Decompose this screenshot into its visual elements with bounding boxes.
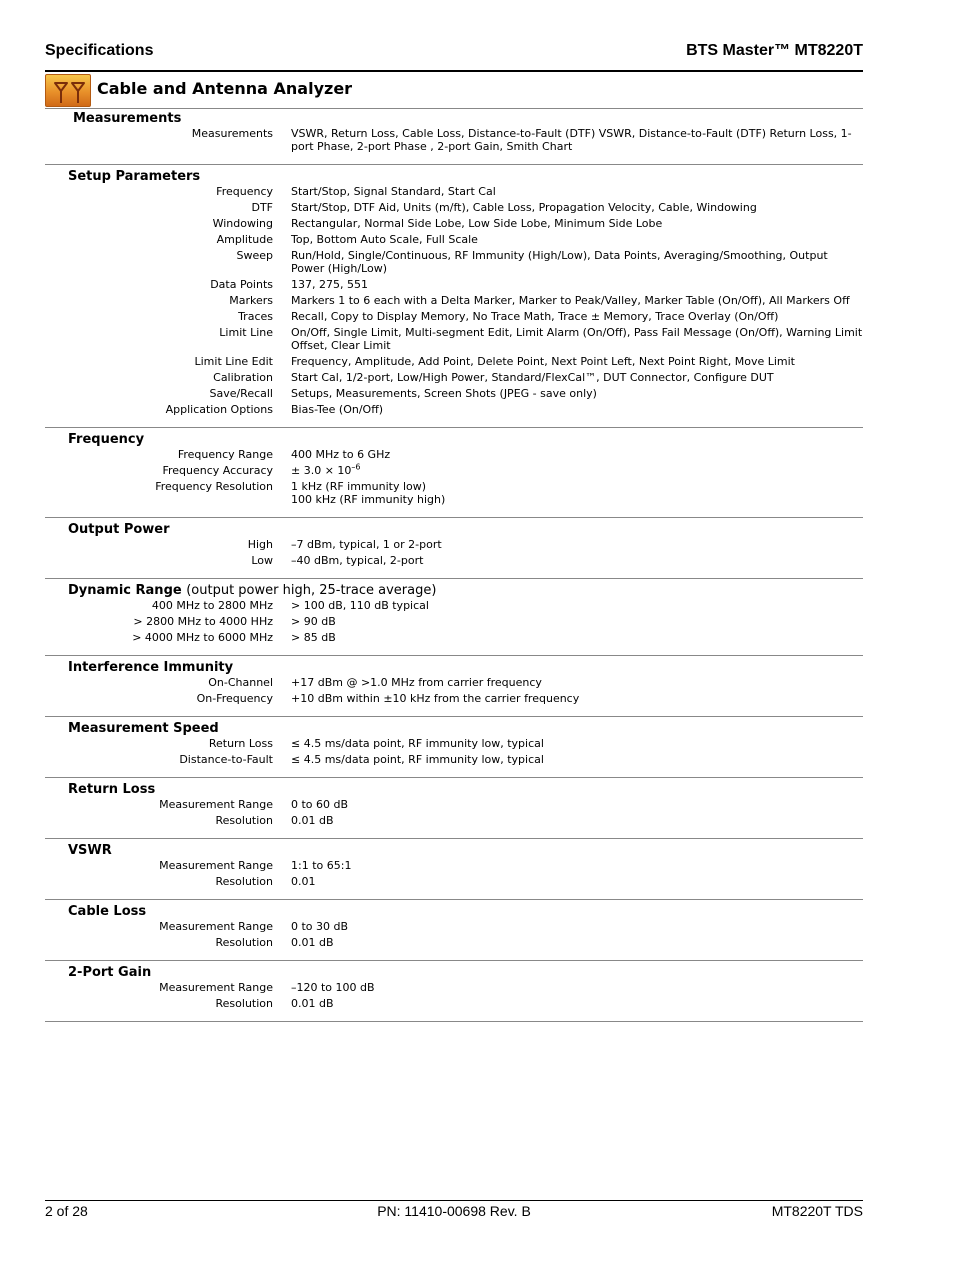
spec-group-title — [45, 964, 863, 981]
spec-group-title-text: Return Loss — [68, 782, 156, 797]
spec-label: Amplitude — [216, 233, 273, 246]
spec-value-text: Markers 1 to 6 each with a Delta Marker, Marker to Peak/Valley, Marker Table (On/Off), All Markers Off — [291, 294, 850, 307]
spec-row — [45, 615, 863, 628]
spec-group — [45, 108, 863, 165]
spec-row — [45, 692, 863, 705]
spec-label: Frequency Range — [177, 448, 273, 461]
spec-row — [45, 920, 863, 933]
part-number: PN: 11410-00698 Rev. B — [377, 1203, 531, 1219]
spec-row — [45, 310, 863, 323]
spec-value-text: Start/Stop, Signal Standard, Start Cal — [291, 185, 496, 198]
spec-value-text: Frequency, Amplitude, Add Point, Delete Point, Next Point Left, Next Point Right, Move Limit — [291, 355, 795, 368]
spec-value — [291, 403, 863, 416]
spec-value-text: 0 to 60 dB — [291, 798, 349, 811]
spec-value-text: ≤ 4.5 ms/data point, RF immunity low, typical — [291, 753, 544, 766]
spec-row — [45, 326, 863, 352]
spec-value — [291, 737, 863, 750]
spec-label: Traces — [238, 310, 273, 323]
spec-row — [45, 981, 863, 994]
spec-group-note: (output power high, 25-trace average) — [186, 583, 437, 598]
spec-group-title-text: Cable Loss — [68, 904, 147, 919]
spec-label: 400 MHz to 2800 MHz — [151, 599, 273, 612]
spec-value — [291, 371, 863, 384]
antenna-icon — [45, 74, 91, 107]
spec-group-title-text: VSWR — [68, 843, 112, 858]
spec-group-title — [45, 842, 863, 859]
spec-group-title — [45, 431, 863, 448]
spec-value-text: 0.01 dB — [291, 997, 334, 1010]
spec-group-title — [45, 582, 863, 599]
spec-value — [291, 217, 863, 230]
spec-row — [45, 554, 863, 567]
spec-value-text: ≤ 4.5 ms/data point, RF immunity low, typical — [291, 737, 544, 750]
spec-value-text: Top, Bottom Auto Scale, Full Scale — [291, 233, 478, 246]
spec-label: On-Frequency — [196, 692, 273, 705]
spec-label: Measurements — [191, 127, 273, 140]
spec-label: Distance-to-Fault — [179, 753, 273, 766]
spec-value — [291, 753, 863, 766]
spec-label: Calibration — [213, 371, 273, 384]
spec-value-text: 137, 275, 551 — [291, 278, 368, 291]
spec-row — [45, 631, 863, 644]
spec-value — [291, 185, 863, 198]
spec-group — [45, 165, 863, 428]
spec-value — [291, 814, 863, 827]
spec-row — [45, 387, 863, 400]
spec-value-text: Recall, Copy to Display Memory, No Trace Math, Trace ± Memory, Trace Overlay (On/Off) — [291, 310, 779, 323]
spec-row — [45, 737, 863, 750]
spec-label: Sweep — [236, 249, 273, 262]
spec-value-text: 0.01 dB — [291, 936, 334, 949]
document-code: MT8220T TDS — [771, 1203, 863, 1219]
header-product-name: BTS Master™ MT8220T — [686, 42, 863, 59]
spec-label: Measurement Range — [159, 920, 273, 933]
page-header — [45, 40, 863, 72]
spec-label: Low — [251, 554, 273, 567]
spec-label: Windowing — [212, 217, 273, 230]
spec-row — [45, 201, 863, 214]
spec-value-text: ± 3.0 × 10 — [291, 464, 352, 477]
spec-group — [45, 900, 863, 961]
spec-row — [45, 217, 863, 230]
spec-label: Resolution — [215, 814, 273, 827]
spec-label: Frequency Accuracy — [162, 464, 273, 477]
spec-row — [45, 538, 863, 551]
spec-row — [45, 278, 863, 291]
spec-row — [45, 599, 863, 612]
spec-value-text: VSWR, Return Loss, Cable Loss, Distance-to-Fault (DTF) VSWR, Distance-to-Fault (DTF) Return Loss, 1-port Phase, 2-port Phase , 2-port Gain, Smith Chart — [291, 127, 852, 153]
spec-label: Frequency Resolution — [155, 480, 273, 493]
spec-row — [45, 480, 863, 506]
spec-value — [291, 355, 863, 368]
spec-value-text: +10 dBm within ±10 kHz from the carrier frequency — [291, 692, 580, 705]
page-number: 2 of 28 — [45, 1203, 88, 1219]
spec-value — [291, 981, 863, 994]
spec-value — [291, 464, 863, 477]
spec-row — [45, 403, 863, 416]
spec-group-title — [45, 720, 863, 737]
spec-label: Frequency — [216, 185, 273, 198]
header-section-name: Specifications — [45, 42, 154, 59]
spec-value — [291, 326, 863, 352]
spec-value-text: 0.01 dB — [291, 814, 334, 827]
spec-value — [291, 599, 863, 612]
spec-value — [291, 448, 863, 461]
spec-label: High — [247, 538, 273, 551]
spec-value-text: Run/Hold, Single/Continuous, RF Immunity (High/Low), Data Points, Averaging/Smoothing, Output Power (High/Low) — [291, 249, 828, 275]
spec-value-text: 0 to 30 dB — [291, 920, 349, 933]
spec-label: Resolution — [215, 875, 273, 888]
spec-label: Data Points — [210, 278, 273, 291]
spec-row — [45, 185, 863, 198]
spec-value-text: Start Cal, 1/2-port, Low/High Power, Standard/FlexCal™, DUT Connector, Configure DUT — [291, 371, 774, 384]
spec-value-text: –120 to 100 dB — [291, 981, 375, 994]
spec-label: Return Loss — [208, 737, 273, 750]
spec-row — [45, 464, 863, 477]
spec-row — [45, 127, 863, 153]
spec-value — [291, 615, 863, 628]
spec-group-title-text: Measurement Speed — [68, 721, 219, 736]
spec-group — [45, 778, 863, 839]
spec-value — [291, 201, 863, 214]
spec-value — [291, 249, 863, 275]
spec-value-text: 1:1 to 65:1 — [291, 859, 352, 872]
spec-value — [291, 387, 863, 400]
spec-row — [45, 798, 863, 811]
spec-value-text: > 90 dB — [291, 615, 336, 628]
spec-row — [45, 875, 863, 888]
spec-row — [45, 814, 863, 827]
spec-group-title — [45, 521, 863, 538]
spec-group-title-text: Setup Parameters — [68, 169, 201, 184]
spec-value — [291, 692, 863, 705]
spec-value-text: 0.01 — [291, 875, 316, 888]
spec-value-text: 1 kHz (RF immunity low) — [291, 480, 427, 493]
spec-value — [291, 936, 863, 949]
spec-label: Resolution — [215, 997, 273, 1010]
spec-value — [291, 997, 863, 1010]
spec-value — [291, 554, 863, 567]
spec-value — [291, 278, 863, 291]
spec-label: Measurement Range — [159, 981, 273, 994]
spec-value — [291, 798, 863, 811]
spec-groups — [45, 108, 863, 1022]
spec-row — [45, 859, 863, 872]
spec-group — [45, 717, 863, 778]
spec-value — [291, 294, 863, 307]
spec-row — [45, 997, 863, 1010]
spec-value — [291, 310, 863, 323]
spec-value-text: On/Off, Single Limit, Multi-segment Edit, Limit Alarm (On/Off), Pass Fail Message (On/Off), Warning Limit Offset, Clear Limit — [291, 326, 863, 352]
spec-label: DTF — [251, 201, 273, 214]
spec-label: > 4000 MHz to 6000 MHz — [132, 631, 273, 644]
spec-label: Resolution — [215, 936, 273, 949]
spec-label: Measurement Range — [159, 798, 273, 811]
spec-row — [45, 753, 863, 766]
spec-label: Save/Recall — [209, 387, 273, 400]
spec-label: Measurement Range — [159, 859, 273, 872]
spec-group-title-text: Dynamic Range — [68, 583, 182, 598]
spec-value-text: > 85 dB — [291, 631, 336, 644]
spec-value-text: –40 dBm, typical, 2-port — [291, 554, 424, 567]
spec-group-title-text: Measurements — [73, 111, 182, 126]
section-heading — [45, 73, 863, 109]
spec-group-title — [45, 903, 863, 920]
spec-value-text: Rectangular, Normal Side Lobe, Low Side Lobe, Minimum Side Lobe — [291, 217, 663, 230]
spec-group — [45, 518, 863, 579]
spec-label: Markers — [229, 294, 273, 307]
spec-group-title-text: Interference Immunity — [68, 660, 234, 675]
spec-row — [45, 936, 863, 949]
spec-group-title-text: Frequency — [68, 432, 145, 447]
spec-group-title-text: Output Power — [68, 522, 170, 537]
spec-value — [291, 676, 863, 689]
spec-value — [291, 859, 863, 872]
spec-value — [291, 920, 863, 933]
page-footer — [45, 1200, 863, 1223]
spec-row — [45, 676, 863, 689]
spec-value-text: Start/Stop, DTF Aid, Units (m/ft), Cable Loss, Propagation Velocity, Cable, Windowing — [291, 201, 757, 214]
spec-row — [45, 448, 863, 461]
spec-value — [291, 538, 863, 551]
spec-value-exponent: –6 — [351, 462, 361, 472]
spec-group-title — [45, 781, 863, 798]
spec-row — [45, 355, 863, 368]
section-title: Cable and Antenna Analyzer — [97, 79, 353, 98]
spec-value-text: Setups, Measurements, Screen Shots (JPEG - save only) — [291, 387, 597, 400]
spec-value — [291, 631, 863, 644]
spec-value-text: +17 dBm @ >1.0 MHz from carrier frequency — [291, 676, 542, 689]
spec-label: Application Options — [165, 403, 273, 416]
spec-group — [45, 428, 863, 518]
spec-group-title — [45, 659, 863, 676]
spec-row — [45, 294, 863, 307]
spec-group-title-text: 2-Port Gain — [68, 965, 152, 980]
spec-value — [291, 480, 863, 506]
spec-value-text: Bias-Tee (On/Off) — [291, 403, 384, 416]
spec-group-title — [45, 168, 863, 185]
spec-label: Limit Line — [219, 326, 273, 339]
spec-label: On-Channel — [208, 676, 273, 689]
spec-value — [291, 233, 863, 246]
spec-value — [291, 127, 863, 153]
spec-value — [291, 875, 863, 888]
spec-group — [45, 961, 863, 1022]
spec-group — [45, 656, 863, 717]
spec-label: > 2800 MHz to 4000 HHz — [133, 615, 273, 628]
spec-value-text: –7 dBm, typical, 1 or 2-port — [291, 538, 442, 551]
spec-value-text: 400 MHz to 6 GHz — [291, 448, 391, 461]
spec-group-title — [45, 110, 863, 127]
spec-group — [45, 839, 863, 900]
spec-group — [45, 579, 863, 656]
spec-row — [45, 371, 863, 384]
spec-row — [45, 249, 863, 275]
spec-value-line2: 100 kHz (RF immunity high) — [291, 493, 446, 506]
spec-label: Limit Line Edit — [194, 355, 273, 368]
spec-value-text: > 100 dB, 110 dB typical — [291, 599, 429, 612]
spec-row — [45, 233, 863, 246]
